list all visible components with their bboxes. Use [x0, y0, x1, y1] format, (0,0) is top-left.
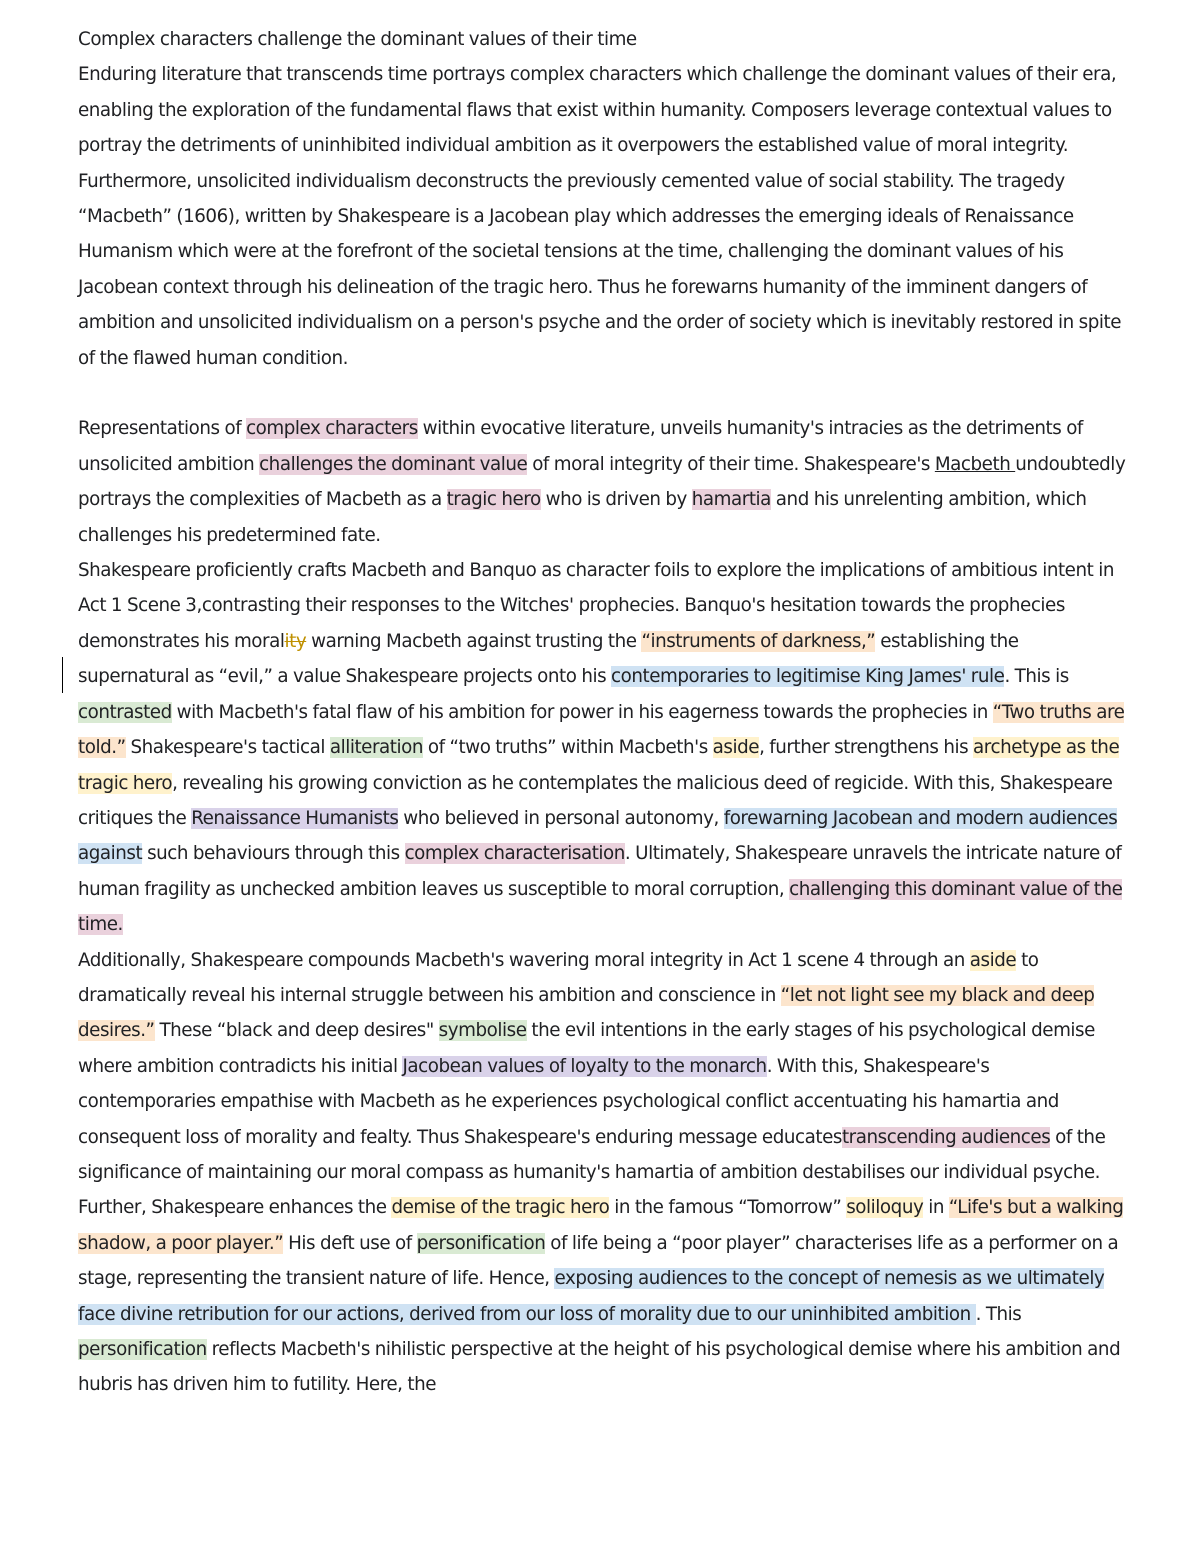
text-run: the evil intentions in the early stages of his psychological demise where ambition contradicts his initial [78, 1020, 1095, 1077]
highlight-pink: hamartia [691, 489, 771, 511]
suggested-deletion: ity [284, 630, 307, 652]
highlight-yellow: aside [969, 949, 1017, 971]
text-run: with Macbeth's fatal flaw of his ambition for power in his eagerness towards the prophecies in [171, 701, 993, 723]
text-run: in the famous “Tomorrow” [609, 1197, 847, 1219]
highlight-pink: transcending audiences [841, 1126, 1051, 1148]
underlined-title: Macbeth [934, 453, 1016, 475]
text-run: of “two truths” within Macbeth's [423, 737, 713, 759]
blank-line [78, 376, 1128, 411]
text-run: . This [975, 1303, 1022, 1325]
highlight-yellow: demise of the tragic hero [391, 1197, 610, 1219]
text-run: Additionally, Shakespeare compounds Macbeth's wavering moral integrity in Act 1 scene 4 through an [78, 949, 970, 971]
text-run: . With this, Shakespeare's contemporaries empathise with Macbeth as he experiences psychological conflict accentuating his hamartia and consequent loss of morality and fealty. Thus Shakespeare's enduring message educates [78, 1055, 1059, 1148]
document-page [78, 22, 1128, 1403]
highlight-pink: challenging this dominant value of the time. [78, 878, 1123, 936]
body-paragraph-1 [78, 411, 1128, 553]
highlight-yellow: archetype as the tragic hero [78, 737, 1120, 794]
text-run: These “black and deep desires" [154, 1020, 439, 1042]
text-run: of the significance of maintaining our moral compass as humanity's hamartia of ambition destabilises our individual psyche. Further, Shakespeare enhances the [78, 1126, 1106, 1219]
highlight-pink: tragic hero [446, 489, 541, 511]
text-run: , revealing his growing conviction as he contemplates the malicious deed of regicide. With this, Shakespeare critiques the [78, 772, 1113, 829]
highlight-green: personification [78, 1339, 207, 1361]
text-run: to dramatically reveal his internal struggle between his ambition and conscience in [78, 949, 1039, 1006]
text-run: such behaviours through this [142, 843, 405, 865]
highlight-blue: contemporaries to legitimise King James' rule [611, 666, 1005, 688]
text-run: of moral integrity of their time. Shakespeare's [527, 453, 935, 475]
highlight-purple: Renaissance Humanists [191, 807, 399, 829]
text-run: undoubtedly portrays the complexities of Macbeth as a [78, 453, 1126, 511]
text-run: establishing the supernatural as “evil,” a value Shakespeare projects onto his [78, 630, 1019, 688]
highlight-orange: “instruments of darkness,” [641, 630, 876, 652]
text-run: and his unrelenting ambition, which challenges his predetermined fate. [78, 489, 1087, 546]
text-run: His deft use of [283, 1232, 417, 1254]
text-run: warning Macbeth against trusting the [306, 630, 642, 652]
text-run: who believed in personal autonomy, [398, 807, 724, 829]
body-paragraph-2 [78, 553, 1128, 942]
highlight-purple: Jacobean values of loyalty to the monarch [402, 1055, 767, 1077]
text-run: within evocative literature, unveils humanity's intracies as the detriments of unsolicited ambition [78, 418, 1083, 475]
document-title: Complex characters challenge the dominant values of their time [78, 29, 637, 50]
body-paragraph-3 [78, 943, 1128, 1403]
text-run: Shakespeare's tactical [125, 737, 330, 759]
highlight-green: alliteration [329, 737, 424, 759]
text-run: Shakespeare proficiently crafts Macbeth and Banquo as character foils to explore the implications of ambitious intent in Act 1 Scene 3,contrasting their responses to the Witches' prophecies. Banquo's hesitation towards the prophecies demonstrates his moral [78, 560, 1114, 652]
highlight-green: symbolise [438, 1020, 527, 1042]
intro-paragraph: Enduring literature that transcends time portrays complex characters which challenge the dominant values of their era, enabling the exploration of the fundamental flaws that exist within humanity. Composers leverage contextual values to portray the detriments of uninhibited individual ambition as it overpowers the established value of moral integrity. Furthermore, unsolicited individualism deconstructs the previously cemented value of social stability. The tragedy “Macbeth” (1606), written by Shakespeare is a Jacobean play which addresses the emerging ideals of Renaissance Humanism which were at the forefront of the societal tensions at the time, challenging the dominant values of his Jacobean context through his delineation of the tragic hero. Thus he forewarns humanity of the imminent dangers of ambition and unsolicited individualism on a person's psyche and the order of society which is inevitably restored in spite of the flawed human condition. [78, 64, 1122, 369]
text-run: , further strengthens his [759, 737, 974, 759]
highlight-green: contrasted [78, 701, 172, 723]
text-run: in [923, 1197, 949, 1219]
highlight-pink: challenges the dominant value [259, 453, 528, 475]
text-run: . This is [1004, 666, 1069, 688]
highlight-orange: “Life's but a walking shadow, a poor player.” [78, 1197, 1124, 1254]
highlight-yellow: aside [712, 737, 760, 759]
highlight-orange: “let not light see my black and deep desires.” [78, 984, 1095, 1042]
highlight-blue: forewarning Jacobean and modern audiences against [78, 807, 1118, 865]
text-run: who is driven by [540, 489, 692, 511]
text-run: of life being a “poor player” characterises life as a performer on a stage, representing the transient nature of life. Hence, [78, 1232, 1119, 1290]
text-cursor [62, 657, 63, 693]
highlight-orange: “Two truths are told.” [78, 701, 1125, 759]
text-run: reflects Macbeth's nihilistic perspective at the height of his psychological demise where his ambition and hubris has driven him to futility. Here, the [78, 1339, 1121, 1396]
highlight-pink: complex characters [246, 418, 418, 440]
highlight-green: personification [416, 1232, 546, 1254]
highlight-yellow: soliloquy [846, 1197, 924, 1219]
text-run: Representations of [78, 418, 247, 440]
highlight-blue: exposing audiences to the concept of nemesis as we ultimately face divine retribution for our actions, derived from our loss of morality due to our uninhibited ambition [78, 1268, 1105, 1325]
text-run: . Ultimately, Shakespeare unravels the intricate nature of human fragility as unchecked ambition leaves us susceptible to moral corruption, [78, 843, 1122, 900]
highlight-pink: complex characterisation [404, 843, 625, 865]
